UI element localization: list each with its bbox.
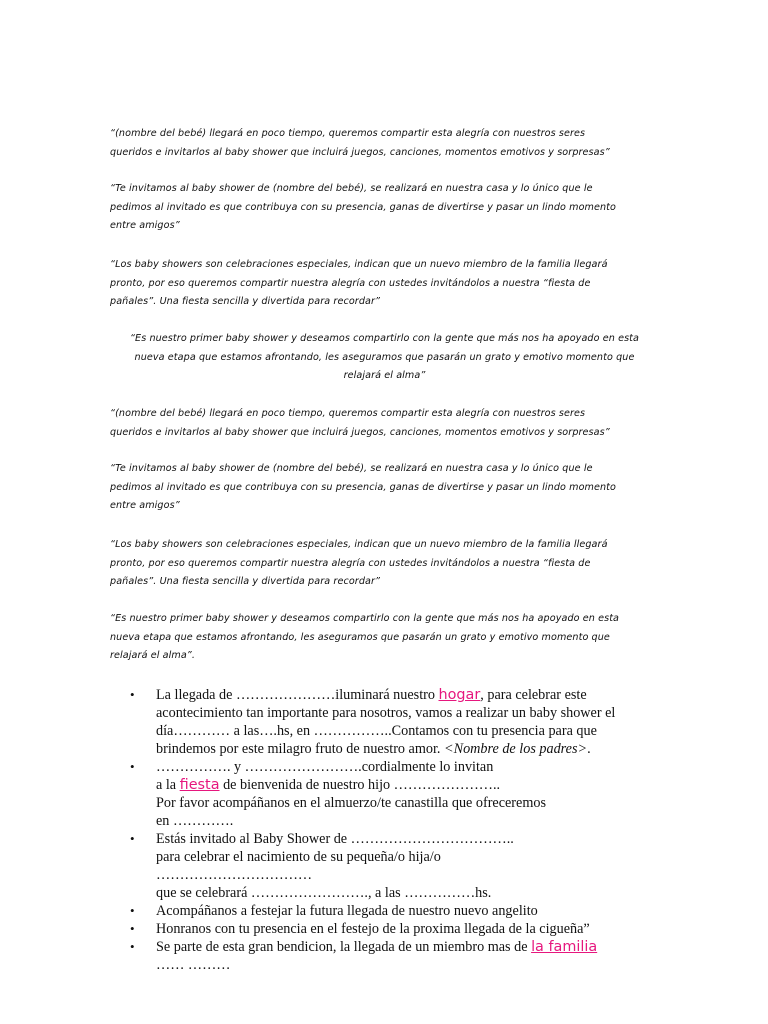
- quote-8: “Es nuestro primer baby shower y deseamos compartirlo con la gente que más nos ha apoyado en esta nueva etapa que estamos afrontando, les aseguramos que pasarán un grato y emotivo momento que relajará el alma”.: [110, 613, 620, 661]
- bullet-text: a la: [156, 777, 180, 793]
- bullet-text: • Estás invitado al Baby Shower de ……………………………..: [156, 831, 514, 847]
- invitation-list: [128, 686, 688, 974]
- bullet-text: brindemos por este milagro fruto de nuestro amor.: [156, 741, 445, 757]
- fiesta-link[interactable]: fiesta: [179, 777, 220, 793]
- quote-7: “Los baby showers son celebraciones especiales, indican que un nuevo miembro de la familia llegará pronto, por eso queremos compartir nuestra alegría con ustedes invitándolos a nuestra “fiesta de pañales”. Una fiesta sencilla y divertida para recordar”: [110, 539, 608, 587]
- bullet-text: de bienvenida de nuestro hijo …………………..: [219, 777, 501, 793]
- bullet-text: que se celebrará ……………………., a las ……………hs.: [156, 885, 492, 901]
- quote-5: “(nombre del bebé) llegará en poco tiempo, queremos compartir esta alegría con nuestros seres queridos e invitarlos al baby shower que incluirá juegos, canciones, momentos emotivos y sorpresas”: [110, 408, 610, 438]
- hogar-link[interactable]: hogar: [438, 687, 481, 703]
- list-item: [128, 830, 688, 902]
- bullet-text: , para celebrar este: [480, 687, 587, 703]
- quote-2: “Te invitamos al baby shower de (nombre del bebé), se realizará en nuestra casa y lo único que le pedimos al invitado es que contribuya con su presencia, ganas de divertirse y pasar un lindo momento entre amigos”: [110, 183, 617, 231]
- list-item: [128, 920, 688, 938]
- list-item: [128, 938, 688, 974]
- bullet-text: …… ………: [156, 957, 231, 973]
- bullet-text: • Acompáñanos a festejar la futura llegada de nuestro nuevo angelito: [156, 903, 538, 919]
- bullet-text: .: [587, 741, 591, 757]
- quote-6: “Te invitamos al baby shower de (nombre del bebé), se realizará en nuestra casa y lo único que le pedimos al invitado es que contribuya con su presencia, ganas de divertirse y pasar un lindo momento entre amigos”: [110, 463, 617, 511]
- list-item: [128, 902, 688, 920]
- bullet-text: La llegada de …………………iluminará nuestro: [156, 687, 439, 703]
- list-item: [128, 686, 688, 758]
- quote-4: “Es nuestro primer baby shower y deseamos compartirlo con la gente que más nos ha apoyado en esta nueva etapa que estamos afrontando, les aseguramos que pasarán un grato y emotivo momento que relajará el alma”: [129, 333, 640, 381]
- familia-link[interactable]: la familia: [531, 939, 598, 955]
- quote-1: “(nombre del bebé) llegará en poco tiempo, queremos compartir esta alegría con nuestros seres queridos e invitarlos al baby shower que incluirá juegos, canciones, momentos emotivos y sorpresas”: [110, 128, 610, 158]
- bullet-text: • ……………. y …………………….cordialmente lo invitan: [156, 759, 494, 775]
- list-item: [128, 758, 688, 830]
- bullet-text: día………… a las….hs, en ……………..Contamos con tu presencia para que: [156, 723, 597, 739]
- bullet-text: Se parte de esta gran bendicion, la llegada de un miembro mas de: [156, 939, 532, 955]
- quote-3: “Los baby showers son celebraciones especiales, indican que un nuevo miembro de la familia llegará pronto, por eso queremos compartir nuestra alegría con ustedes invitándolos a nuestra “fiesta de pañales”. Una fiesta sencilla y divertida para recordar”: [110, 259, 608, 307]
- bullet-text: • Honranos con tu presencia en el festejo de la proxima llegada de la cigueña”: [156, 921, 590, 937]
- bullet-text: ……………………………: [156, 867, 313, 883]
- bullet-text: en ………….: [156, 813, 234, 829]
- parents-name-placeholder: <Nombre de los padres>: [444, 741, 588, 757]
- bullet-text: acontecimiento tan importante para nosotros, vamos a realizar un baby shower el: [156, 705, 616, 721]
- bullet-text: para celebrar el nacimiento de su pequeña/o hija/o: [156, 849, 441, 865]
- bullet-text: Por favor acompáñanos en el almuerzo/te canastilla que ofreceremos: [156, 795, 546, 811]
